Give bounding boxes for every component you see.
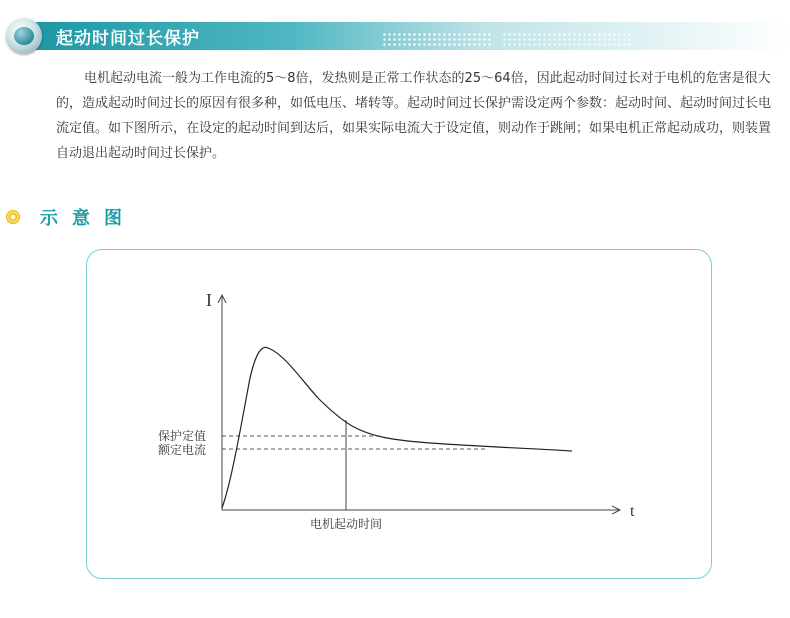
body-paragraph: 电机起动电流一般为工作电流的5～8倍，发热则是正常工作状态的25～64倍，因此起动时间过长对于电机的危害是很大的，造成起动时间过长的原因有很多种，如低电压、堵转等。起动时间过长保护需设定两个参数：起动时间、起动时间过长电流定值。如下图所示，在设定的起动时间到达后，如果实际电流大于设定值，则动作于跳闸；如果电机正常起动成功，则装置自动退出起动时间过长保护。 — [56, 71, 772, 161]
section-title: 示意图 — [40, 208, 136, 229]
protection-setting-label: 保护定值 — [158, 429, 207, 443]
start-current-curve — [222, 347, 572, 508]
y-axis-label: I — [206, 290, 212, 310]
x-axis-label: t — [630, 503, 635, 520]
rated-current-label: 额定电流 — [158, 443, 207, 457]
start-time-label: 电机起动时间 — [310, 517, 383, 531]
page-title: 起动时间过长保护 — [56, 29, 200, 49]
